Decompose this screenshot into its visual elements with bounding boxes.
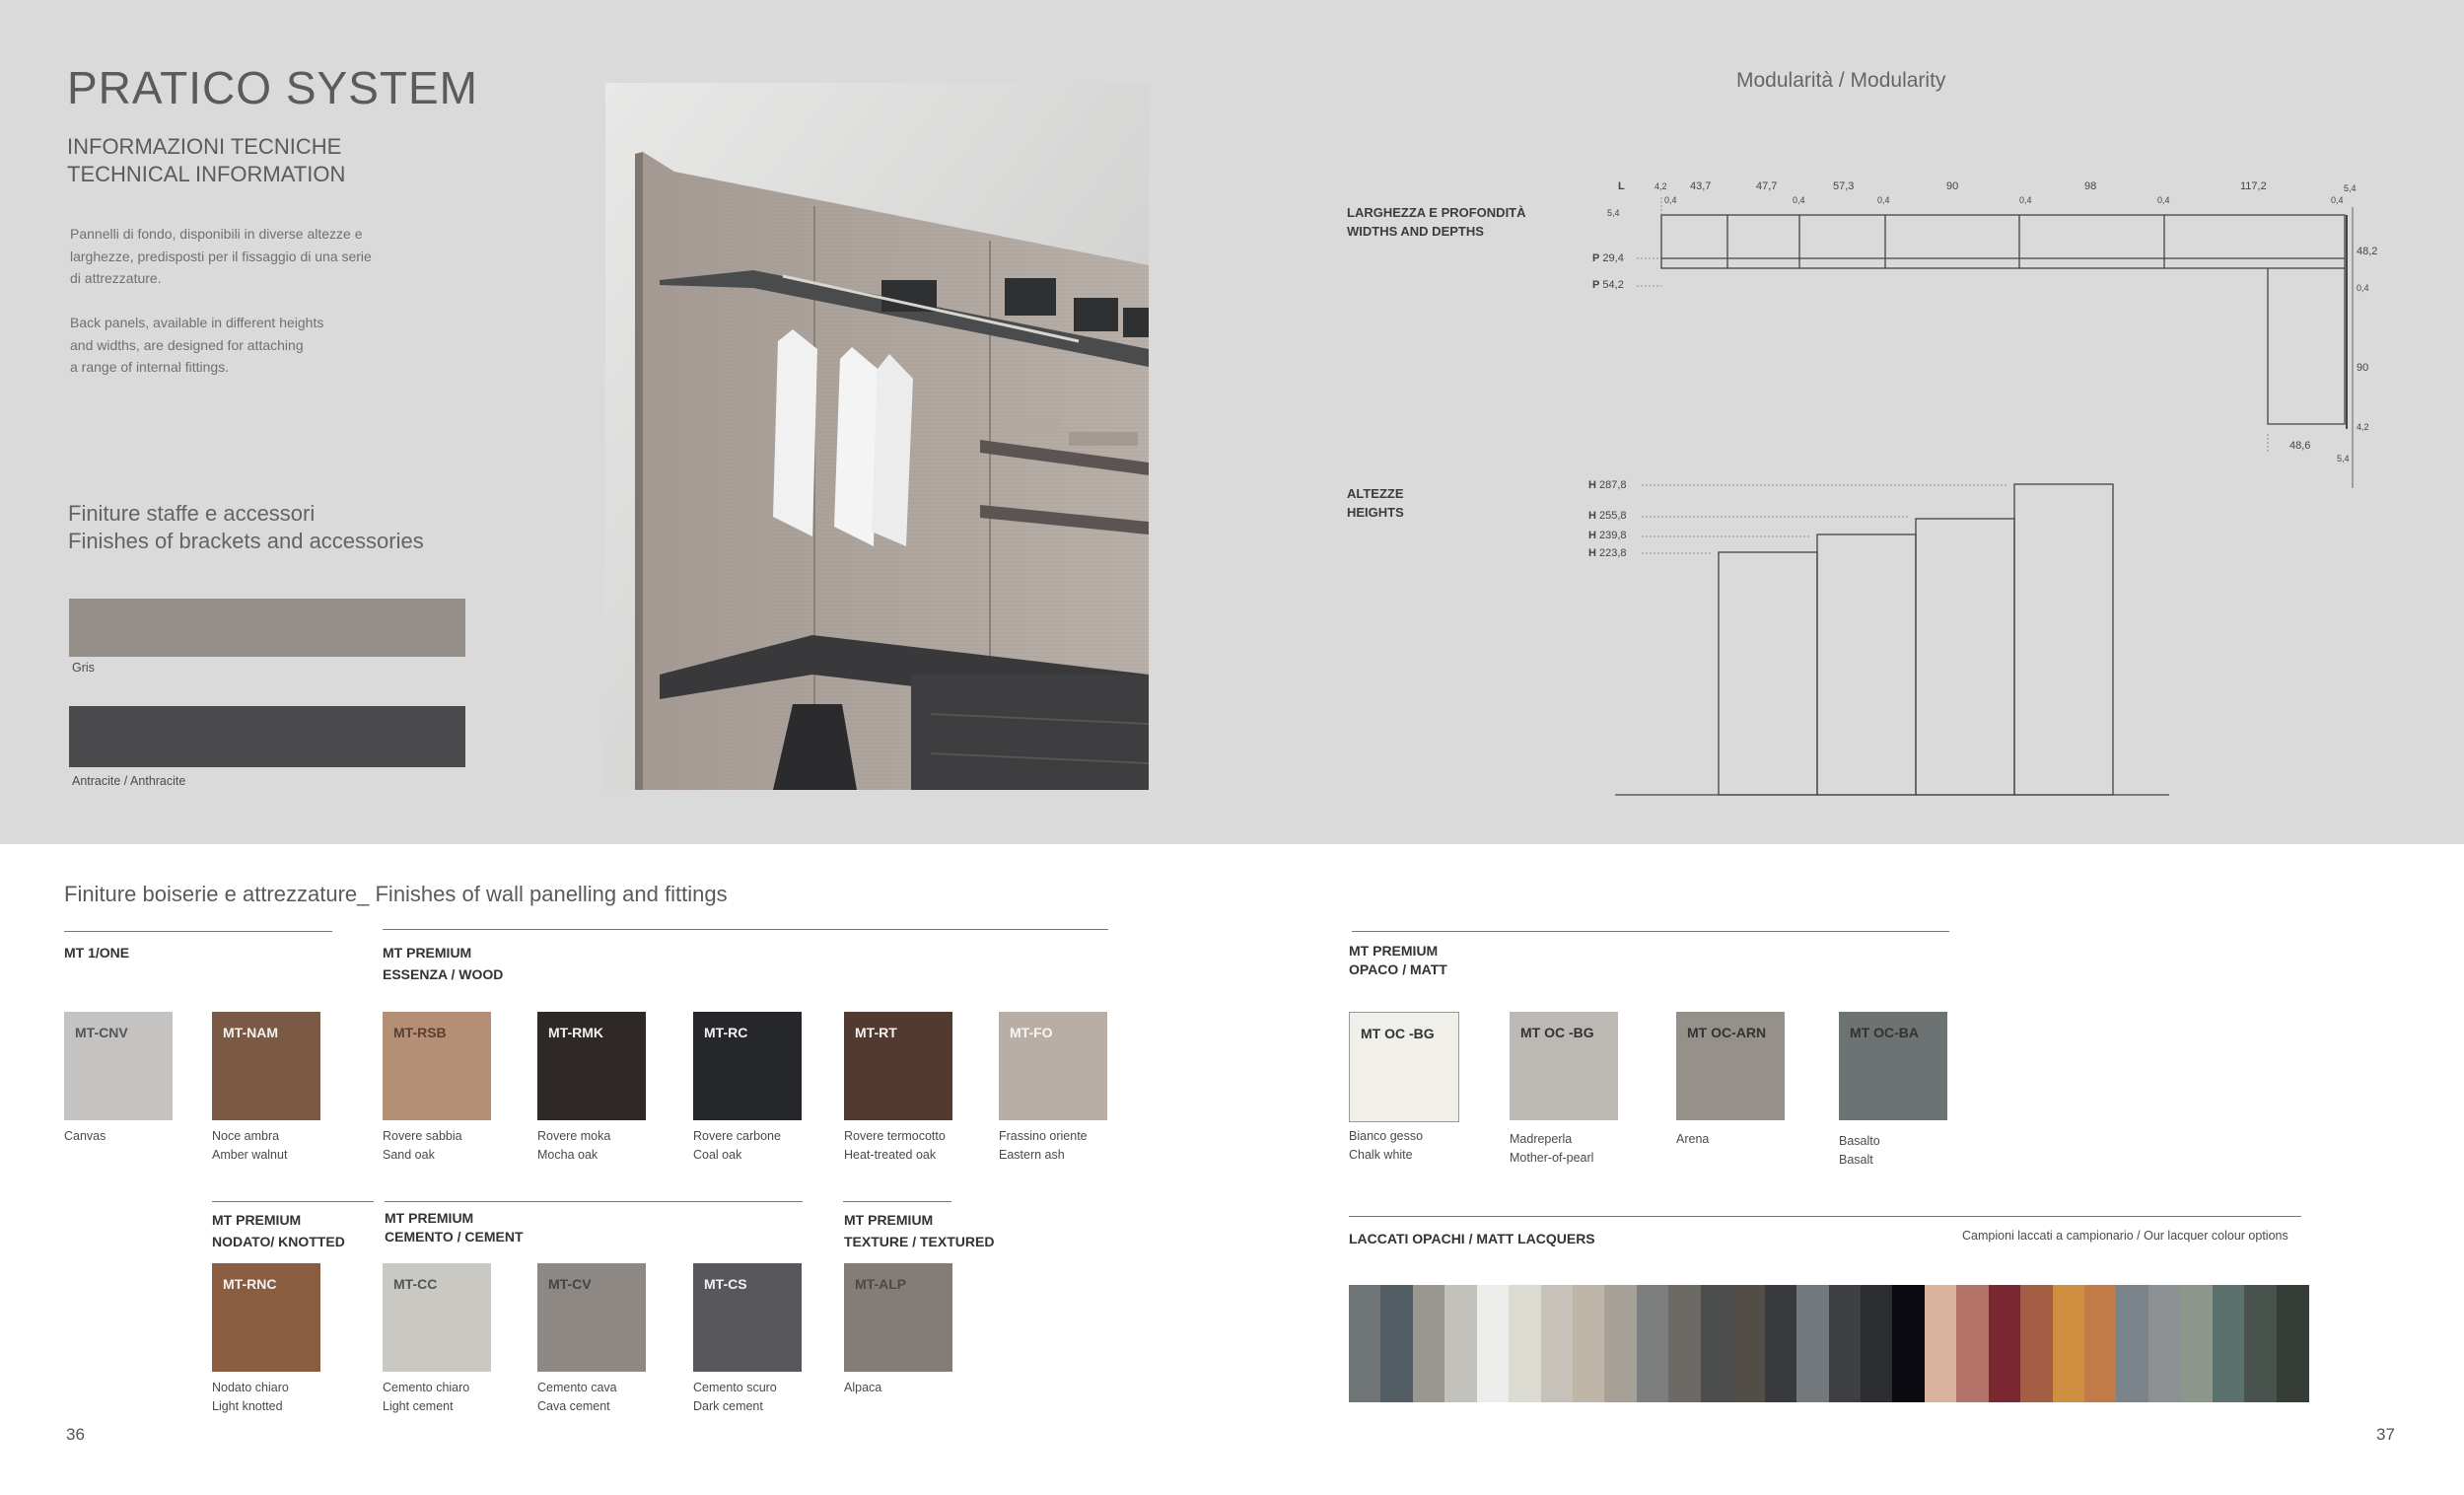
group-line: MT PREMIUM [1349,943,1439,959]
finish-name-it: Rovere sabbia [383,1129,462,1143]
lacquer-swatch [2020,1285,2053,1402]
dim-value: 4,2 [1654,181,1667,191]
lacquer-swatch [1925,1285,1957,1402]
finish-swatch [212,1012,320,1120]
finish-name-it: Alpaca [844,1381,882,1394]
subtitle-it: INFORMAZIONI TECNICHE [67,134,342,159]
page-number-right: 37 [2376,1425,2395,1444]
finish-name-it: Nodato chiaro [212,1381,289,1394]
height-value: 223,8 [1599,547,1627,559]
finish-code: MT OC -BG [1361,1026,1435,1041]
heights-label [1347,484,1404,522]
lacquer-swatch [1861,1285,1893,1402]
finish-code: MT OC-BA [1850,1025,1919,1040]
modularity-drawing [1578,178,2386,799]
finish-name-it: Frassino oriente [999,1129,1088,1143]
lacquer-swatch [1509,1285,1541,1402]
finish-name-en: Dark cement [693,1399,763,1413]
lacquer-swatch [1604,1285,1637,1402]
brackets-heading [68,500,424,555]
group-line: OPACO / MATT [1349,961,1447,977]
finish-code: MT OC-ARN [1687,1025,1767,1040]
desc-line: Pannelli di fondo, disponibili in diverse altezze e [70,226,363,242]
finish-name-it: Rovere termocotto [844,1129,946,1143]
lacquer-swatch [2148,1285,2181,1402]
dim-gap: 0,4 [1793,195,1805,205]
finish-code: MT-RNC [223,1276,277,1292]
depth-value: 54,2 [1602,279,1624,291]
dim-gap: 0,4 [2331,195,2344,205]
group-line: MT PREMIUM [385,1210,474,1226]
dim-value: 5,4 [2344,183,2357,193]
dim-value: 90 [1946,180,1959,192]
desc-line: larghezze, predisposti per il fissaggio di una serie [70,248,372,264]
lacquer-swatch [1349,1285,1381,1402]
finish-name-it: Cemento scuro [693,1381,777,1394]
finish-swatch [1676,1012,1785,1120]
height-value: 287,8 [1599,479,1627,491]
dim-value: 43,7 [1690,180,1712,192]
description-en [70,312,323,379]
dim-left-offset: 5,4 [1607,208,1620,218]
lacquers-heading: LACCATI OPACHI / MATT LACQUERS [1349,1231,1595,1246]
heights-label-en: HEIGHTS [1347,505,1404,520]
height-value: 255,8 [1599,510,1627,522]
group-line: MT PREMIUM [844,1212,934,1228]
finish-code: MT-RT [855,1025,897,1040]
height-prefix: H [1588,479,1596,491]
finish-swatch [537,1012,646,1120]
lacquer-swatch [2244,1285,2277,1402]
finish-caption [693,1127,781,1165]
finish-code: MT-NAM [223,1025,278,1040]
dim-value: 98 [2084,180,2097,192]
height-dim [1588,510,1627,522]
group-premium-wood [383,942,503,985]
lacquer-swatch [2213,1285,2245,1402]
finish-code: MT-CS [704,1276,747,1292]
finish-name-it: Madreperla [1510,1132,1573,1146]
finish-swatch [537,1263,646,1372]
height-dim [1588,479,1627,491]
modularity-title: Modularità / Modularity [1736,69,1946,92]
heights-label-it: ALTEZZE [1347,486,1404,501]
dim-value: 47,7 [1756,180,1778,192]
divider [64,931,332,932]
desc-line: and widths, are designed for attaching [70,336,304,353]
group-line: MT PREMIUM [212,1212,302,1228]
finish-name-it: Cemento cava [537,1381,617,1394]
height-dim [1588,547,1627,559]
dim-right: 0,4 [2357,283,2369,293]
finish-swatch [693,1263,802,1372]
finish-swatch [1510,1012,1618,1120]
finish-swatch [999,1012,1107,1120]
finish-name-en: Basalt [1839,1153,1873,1167]
height-value: 239,8 [1599,530,1627,541]
finish-name-en: Sand oak [383,1148,435,1162]
divider [1352,931,1949,932]
finish-caption [1839,1132,1880,1170]
desc-line: di attrezzature. [70,270,162,286]
lacquer-swatch [1732,1285,1765,1402]
finish-name-it: Canvas [64,1129,106,1143]
finish-swatch [383,1012,491,1120]
lacquer-swatch [1829,1285,1862,1402]
depth-value: 29,4 [1602,252,1624,264]
group-one: MT 1/ONE [64,945,130,961]
finish-name-it: Rovere carbone [693,1129,781,1143]
lacquer-swatch [1796,1285,1829,1402]
finish-code: MT OC -BG [1520,1025,1594,1040]
finish-caption [844,1127,946,1165]
height-prefix: H [1588,547,1596,559]
finish-caption [64,1127,106,1146]
dim-value: 117,2 [2240,180,2267,192]
lacquer-swatch [1956,1285,1989,1402]
dim-value: 57,3 [1833,180,1855,192]
lacquer-swatch [2116,1285,2148,1402]
depth-prefix: P [1592,279,1600,291]
finish-name-en: Cava cement [537,1399,610,1413]
desc-line: Back panels, available in different heights [70,315,324,330]
widths-label-it: LARGHEZZA E PROFONDITÀ [1347,205,1526,220]
dim-gap: 0,4 [1877,195,1890,205]
bracket-swatch-gris [69,599,465,657]
desc-line: a range of internal fittings. [70,359,230,375]
dim-right: 4,2 [2357,422,2369,432]
lacquer-swatch [1413,1285,1445,1402]
lacquer-swatch [1701,1285,1733,1402]
divider [1349,1216,2301,1217]
finish-name-en: Chalk white [1349,1148,1413,1162]
height-prefix: H [1588,510,1596,522]
group-line: ESSENZA / WOOD [383,966,504,982]
dim-L: L [1618,180,1625,192]
group-textured [844,1209,994,1252]
bracket-label: Gris [72,661,95,675]
lacquer-swatch [1989,1285,2021,1402]
finish-code: MT-CC [393,1276,438,1292]
finish-caption [212,1379,289,1416]
lacquer-swatch [2084,1285,2117,1402]
group-line: CEMENTO / CEMENT [385,1229,524,1245]
bracket-label: Antracite / Anthracite [72,774,186,788]
lacquer-swatch [1892,1285,1925,1402]
finish-name-en: Amber walnut [212,1148,288,1162]
group-line: TEXTURE / TEXTURED [844,1234,995,1249]
finish-caption [383,1127,462,1165]
group-premium-matt [1349,942,1447,979]
finish-name-en: Light cement [383,1399,454,1413]
finish-swatch [64,1012,173,1120]
finish-name-en: Light knotted [212,1399,283,1413]
finish-name-it: Noce ambra [212,1129,280,1143]
dim-gap: 0,4 [2157,195,2170,205]
dim-right: 48,2 [2357,246,2378,257]
finish-name-en: Eastern ash [999,1148,1065,1162]
finish-code: MT-CNV [75,1025,128,1040]
divider [383,929,1108,930]
finish-name-en: Heat-treated oak [844,1148,937,1162]
finish-code: MT-RC [704,1025,748,1040]
finish-swatch [844,1263,952,1372]
height-prefix: H [1588,530,1596,541]
finish-code: MT-FO [1010,1025,1053,1040]
finish-swatch [1349,1012,1459,1122]
height-dim [1588,530,1627,541]
brackets-heading-en: Finishes of brackets and accessories [68,529,424,553]
dim-right: 48,6 [2289,440,2311,452]
divider [843,1201,951,1202]
finish-swatch [383,1263,491,1372]
brackets-heading-it: Finiture staffe e accessori [68,501,316,526]
widths-label-en: WIDTHS AND DEPTHS [1347,224,1484,239]
finish-caption [999,1127,1088,1165]
lacquer-swatch [2277,1285,2309,1402]
lacquer-swatch [1668,1285,1701,1402]
finish-caption [1676,1130,1709,1149]
finish-name-it: Bianco gesso [1349,1129,1424,1143]
group-knotted [212,1209,345,1252]
finish-name-en: Mother-of-pearl [1510,1151,1594,1165]
dim-right: 5,4 [2337,454,2350,463]
finish-caption [537,1379,617,1416]
finish-name-en: Mocha oak [537,1148,598,1162]
finish-swatch [212,1263,320,1372]
lacquer-swatch [1444,1285,1477,1402]
page-number-left: 36 [66,1425,85,1444]
page-title: PRATICO SYSTEM [67,62,478,113]
description-it [70,223,372,290]
finishes-heading: Finiture boiserie e attrezzature_ Finishes of wall panelling and fittings [64,882,728,906]
finish-swatch [1839,1012,1947,1120]
dim-gap: 0,4 [1664,195,1677,205]
dim-gap: 0,4 [2019,195,2032,205]
finish-name-it: Arena [1676,1132,1710,1146]
finish-swatch [693,1012,802,1120]
lacquer-swatch [1637,1285,1669,1402]
finish-caption [844,1379,881,1397]
finish-name-it: Basalto [1839,1134,1880,1148]
dim-right: 90 [2357,362,2369,374]
finish-caption [383,1379,469,1416]
finish-caption [212,1127,287,1165]
lacquer-swatch [1541,1285,1574,1402]
finish-code: MT-RMK [548,1025,603,1040]
finish-code: MT-RSB [393,1025,447,1040]
depth-dim [1592,252,1624,264]
lacquers-note: Campioni laccati a campionario / Our lacquer colour options [1962,1229,2288,1243]
subtitle [67,133,345,188]
group-line: MT PREMIUM [383,945,472,961]
finish-caption [1349,1127,1423,1165]
divider [385,1201,803,1202]
lacquer-swatch [1380,1285,1413,1402]
lacquer-swatch [2053,1285,2085,1402]
finish-caption [1510,1130,1593,1168]
finish-swatch [844,1012,952,1120]
depth-dim [1592,279,1624,291]
lacquer-swatch [1573,1285,1605,1402]
product-photo [605,83,1149,790]
finish-code: MT-CV [548,1276,592,1292]
divider [212,1201,374,1202]
depth-prefix: P [1592,252,1600,264]
lacquer-swatch [1765,1285,1797,1402]
finish-caption [693,1379,777,1416]
lacquer-swatch [2180,1285,2213,1402]
group-cement [385,1209,524,1246]
finish-name-it: Cemento chiaro [383,1381,470,1394]
finish-name-it: Rovere moka [537,1129,611,1143]
subtitle-en: TECHNICAL INFORMATION [67,162,346,186]
bracket-swatch-antracite [69,706,465,767]
group-line: NODATO/ KNOTTED [212,1234,345,1249]
finish-caption [537,1127,610,1165]
finish-name-en: Coal oak [693,1148,742,1162]
widths-label [1347,203,1526,241]
finish-code: MT-ALP [855,1276,907,1292]
lacquer-swatch [1477,1285,1510,1402]
